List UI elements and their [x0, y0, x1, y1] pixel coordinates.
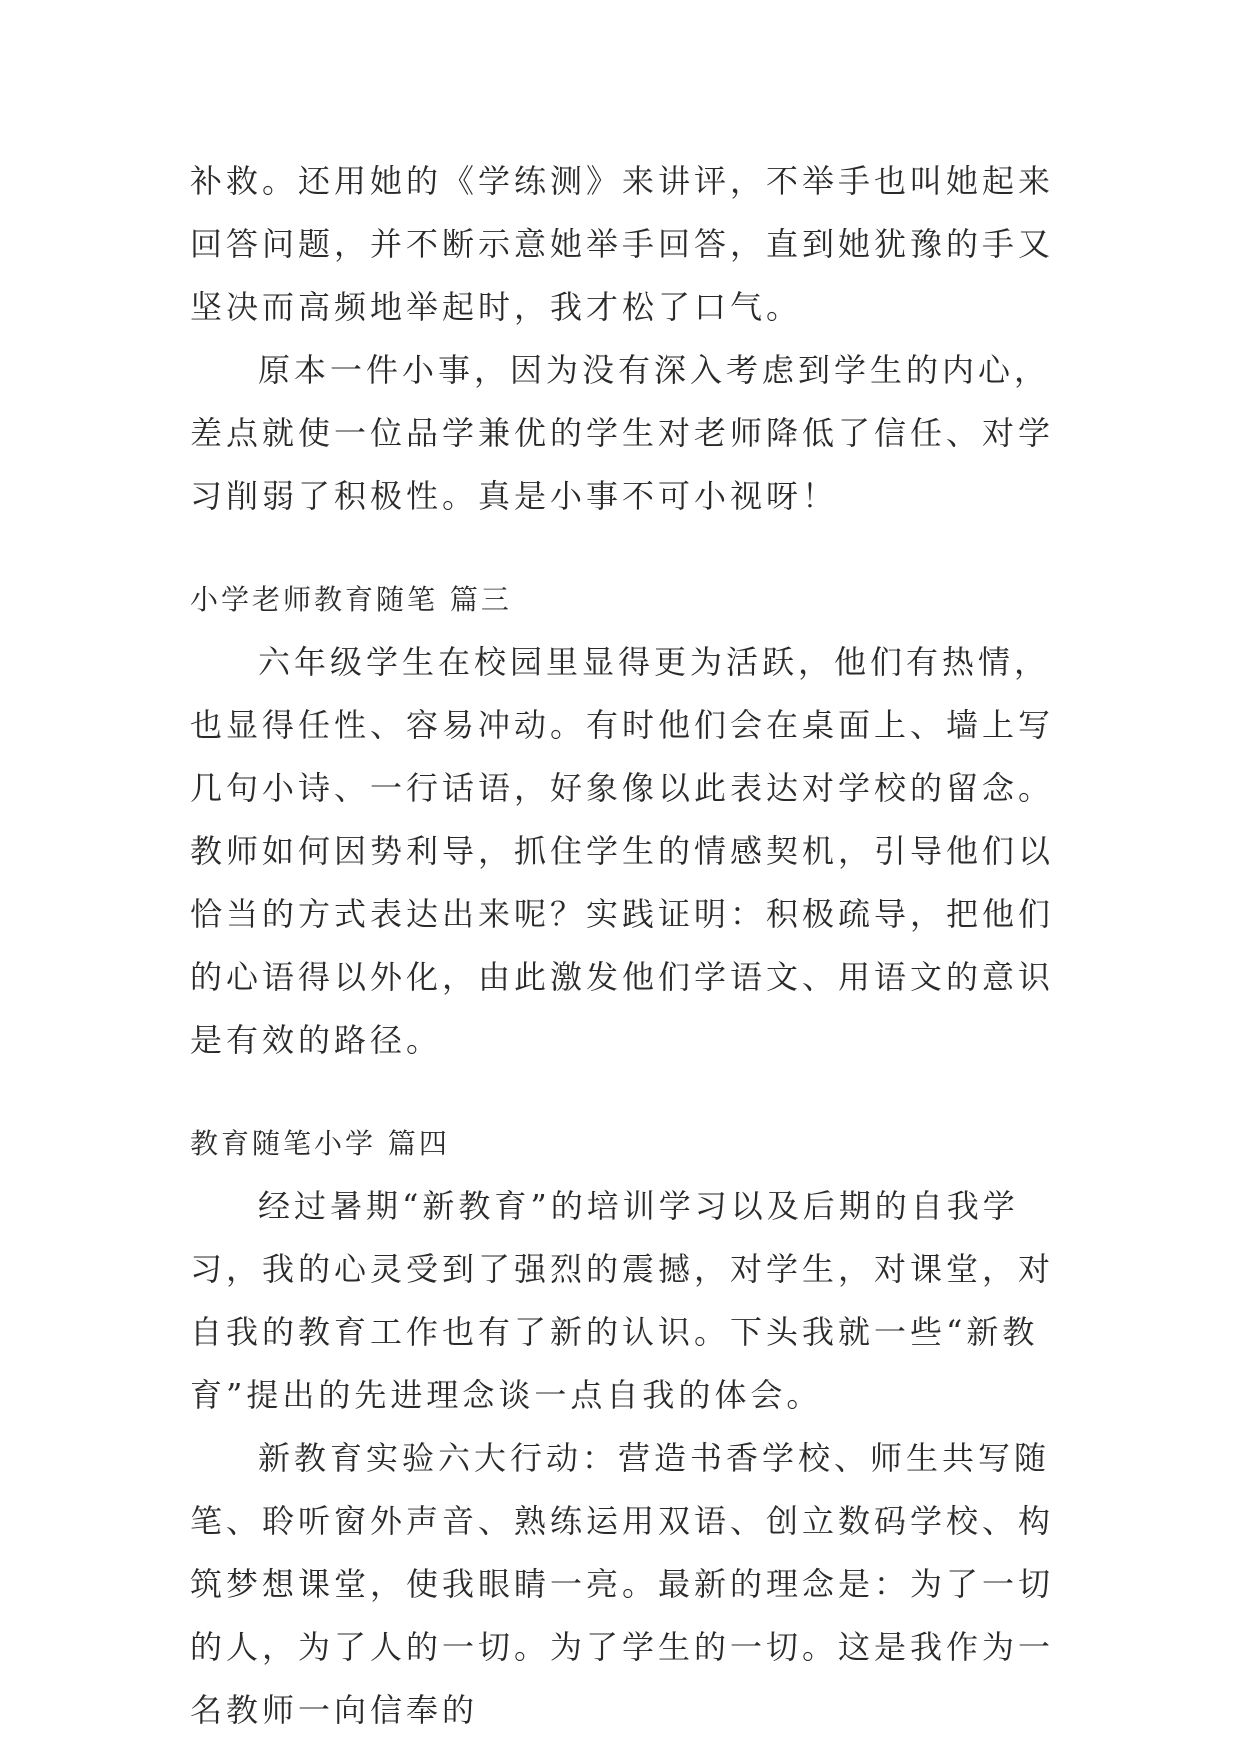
- section-heading-part-3: 小学老师教育随笔 篇三: [190, 583, 512, 616]
- section-gap: [190, 1072, 1070, 1112]
- paragraph-part-4-actions: 新教育实验六大行动：营造书香学校、师生共写随笔、聆听窗外声音、熟练运用双语、创立数码学校、构筑梦想课堂，使我眼睛一亮。最新的理念是：为了一切的人，为了人的一切。为了学生的一切。这是我作为一名教师一向信奉的: [190, 1439, 1055, 1729]
- paragraph-reflection: 原本一件小事，因为没有深入考虑到学生的内心，差点就使一位品学兼优的学生对老师降低了信任、对学习削弱了积极性。真是小事不可小视呀！: [190, 351, 1055, 515]
- section-heading-part-4: 教育随笔小学 篇四: [190, 1127, 450, 1160]
- paragraph-part-4-intro: 经过暑期“新教育”的培训学习以及后期的自我学习，我的心灵受到了强烈的震撼，对学生，对课堂，对自我的教育工作也有了新的认识。下头我就一些“新教育”提出的先进理念谈一点自我的体会。: [190, 1187, 1055, 1414]
- paragraph-part-3: 六年级学生在校园里显得更为活跃，他们有热情，也显得任性、容易冲动。有时他们会在桌面上、墙上写几句小诗、一行话语，好象像以此表达对学校的留念。教师如何因势利导，抓住学生的情感契机，引导他们以恰当的方式表达出来呢？实践证明：积极疏导，把他们的心语得以外化，由此激发他们学语文、用语文的意识是有效的路径。: [190, 643, 1055, 1059]
- document-page: [190, 150, 1070, 1742]
- paragraph-continuation: 补救。还用她的《学练测》来讲评，不举手也叫她起来回答问题，并不断示意她举手回答，直到她犹豫的手又坚决而高频地举起时，我才松了口气。: [190, 162, 1055, 326]
- section-gap: [190, 528, 1070, 568]
